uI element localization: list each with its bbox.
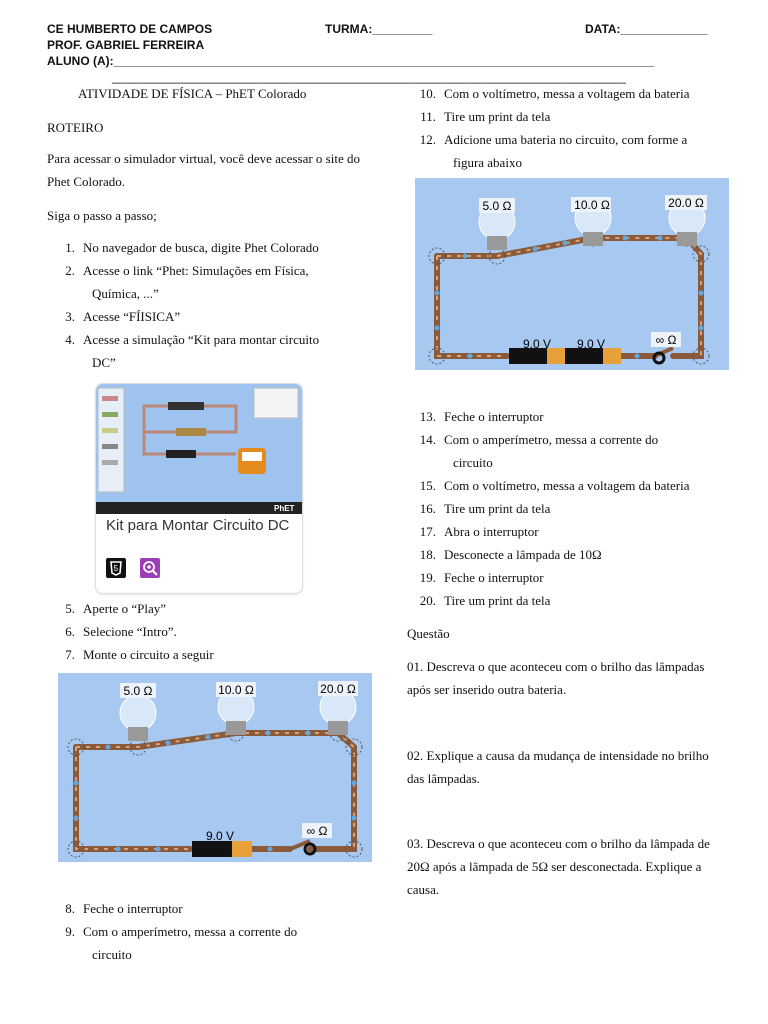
page-title: ATIVIDADE DE FÍSICA – PhET Colorado [78,86,307,101]
list-item: 9. Com o amperímetro, messa a corrente do [65,924,298,939]
siga-text: Siga o passo a passo; [47,208,157,223]
intro-paragraph: Para acessar o simulador virtual, você deve acessar o site do Phet Colorado. [47,151,360,189]
list-item: 3. Acesse “FÍISICA” [65,309,181,324]
phet-logo-text: PhET [274,504,295,513]
turma-field: TURMA:_________ [325,22,433,36]
card-title: Kit para Montar Circuito DC [106,517,290,534]
date-field: DATA:_____________ [585,22,708,36]
list-item: 6. Selecione “Intro”. [65,624,177,639]
list-item: 7. Monte o circuito a seguir [65,647,214,662]
list-item-continuation: circuito [92,947,132,962]
list-item: 8. Feche o interruptor [65,901,183,916]
list-item: 11. Tire um print da tela [420,109,551,124]
list-item: 16. Tire um print da tela [419,501,551,516]
battery-label: 9.0 V [206,829,235,843]
zoom-icon [140,558,160,578]
question-1: 01. Descreva o que aconteceu com o brilho das lâmpadas após ser inserido outra bateria. [407,659,705,697]
resistor-label: 10.0 Ω [574,198,610,212]
switch-label: ∞ Ω [306,824,328,838]
list-item: 12. Adicione uma bateria no circuito, com forme a [419,132,688,147]
phet-sim-card [95,383,303,594]
question-2: 02. Explique a causa da mudança de intensidade no brilho das lâmpadas. [407,748,709,786]
resistor-label: 20.0 Ω [320,682,356,696]
questao-heading: Questão [407,626,450,641]
list-item: 10. Com o voltímetro, messa a voltagem da bateria [419,86,690,101]
list-item: 15. Com o voltímetro, messa a voltagem da bateria [419,478,690,493]
header-line: _____________________________________________________________________________ [112,70,626,84]
resistor-label: 10.0 Ω [218,683,254,697]
list-item-continuation: Química, ...” [92,286,159,301]
roteiro-heading: ROTEIRO [47,120,104,135]
list-item: 13. Feche o interruptor [419,409,544,424]
battery-label: 9.0 V [577,337,606,351]
resistor-label: 20.0 Ω [668,196,704,210]
svg-text:5: 5 [113,564,118,573]
list-item-continuation: DC” [92,355,116,370]
html5-icon [106,558,126,578]
list-item: 18. Desconecte a lâmpada de 10Ω [419,547,602,562]
circuit-figure-1 [58,673,372,862]
battery-label: 9.0 V [523,337,552,351]
phet-sim-screenshot [96,384,302,514]
resistor-label: 5.0 Ω [482,199,512,213]
question-3: 03. Descreva o que aconteceu com o brilho da lâmpada de 20Ω após a lâmpada de 5Ω ser desconectada. Explique a causa. [407,836,710,897]
switch-label: ∞ Ω [655,333,677,347]
circuit-figure-2 [415,178,729,370]
list-item: 17. Abra o interruptor [419,524,539,539]
teacher-name: PROF. GABRIEL FERREIRA [47,38,205,52]
list-item: 1. No navegador de busca, digite Phet Colorado [65,240,319,255]
list-item: 20. Tire um print da tela [419,593,551,608]
resistor-label: 5.0 Ω [123,684,153,698]
list-item: 19. Feche o interruptor [419,570,544,585]
list-item-continuation: circuito [453,455,493,470]
list-item: 2. Acesse o link “Phet: Simulações em Física, [65,263,309,278]
school-name: CE HUMBERTO DE CAMPOS [47,22,213,36]
list-item: 4. Acesse a simulação “Kit para montar circuito [65,332,320,347]
list-item-continuation: figura abaixo [453,155,522,170]
student-field: ALUNO (A):_________________________________________________________________________________ [47,54,655,68]
list-item: 5. Aperte o “Play” [65,601,167,616]
list-item: 14. Com o amperímetro, messa a corrente do [419,432,659,447]
